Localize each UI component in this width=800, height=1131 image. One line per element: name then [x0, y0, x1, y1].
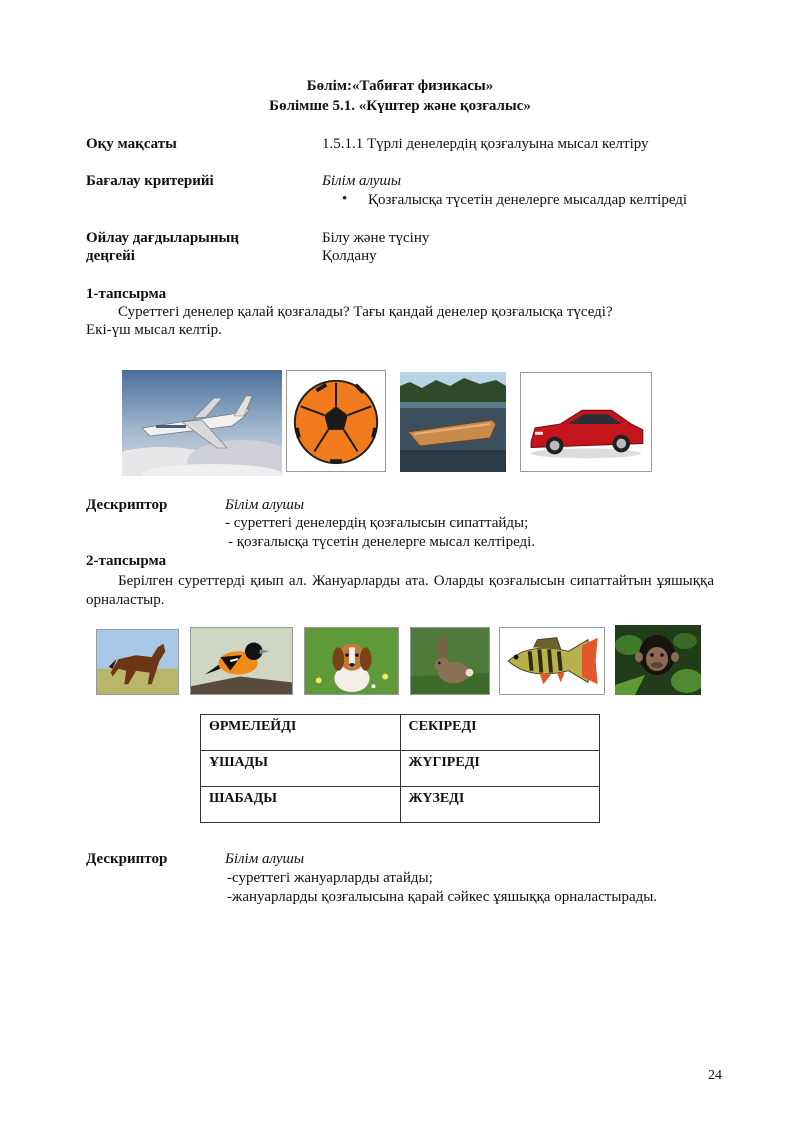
goal-label: Оқу мақсаты	[86, 136, 177, 152]
descriptor1-label: Дескриптор	[86, 497, 168, 513]
thinking-label-2: деңгейі	[86, 248, 135, 264]
table-cell-jumps[interactable]: СЕКІРЕДІ	[400, 715, 600, 751]
descriptor1-line-2: - қозғалысқа түсетін денелерге мысал келтіреді.	[228, 534, 536, 550]
fish-image	[499, 627, 605, 695]
table-cell-gallops[interactable]: ШАБАДЫ	[201, 787, 401, 823]
thinking-label-1: Ойлау дағдыларының	[86, 230, 239, 246]
criteria-bullet: Қозғалысқа түсетін денелерге мысалдар келтіреді	[368, 192, 688, 208]
chimpanzee-image	[615, 625, 701, 695]
table-row	[201, 787, 600, 823]
criteria-role: Білім алушы	[322, 173, 402, 189]
descriptor1-line-1: - суреттегі денелердің қозғалысын сипаттайды;	[225, 515, 529, 531]
table-row	[201, 715, 600, 751]
soccer-ball-image	[286, 370, 386, 472]
car-image	[520, 372, 652, 472]
bird-image	[190, 627, 293, 695]
criteria-label: Бағалау критерийі	[86, 173, 214, 189]
table-cell-swims[interactable]: ЖҮЗЕДІ	[400, 787, 600, 823]
movement-sort-table	[200, 714, 600, 823]
table-cell-runs[interactable]: ЖҮГІРЕДІ	[400, 751, 600, 787]
goal-value: 1.5.1.1 Түрлі денелердің қозғалуына мысал келтіру	[322, 136, 649, 152]
table-cell-flies[interactable]: ҰШАДЫ	[201, 751, 401, 787]
thinking-value-1: Білу және түсіну	[322, 230, 430, 246]
table-row	[201, 751, 600, 787]
table-cell-climbs[interactable]: ӨРМЕЛЕЙДІ	[201, 715, 401, 751]
descriptor2-role: Білім алушы	[225, 851, 305, 867]
task2-text: Берілген суреттерді қиып ал. Жануарларды ата. Оларды қозғалысын сипаттайтын ұяшыққа орналастыр.	[86, 573, 714, 608]
descriptor2-label: Дескриптор	[86, 851, 168, 867]
task2-title: 2-тапсырма	[86, 553, 167, 569]
puppy-image	[304, 627, 399, 695]
page-number: 24	[708, 1068, 722, 1083]
descriptor2-line-1: -суреттегі жануарларды атайды;	[227, 870, 433, 886]
task1-text-1: Суреттегі денелер қалай қозғалады? Тағы қандай денелер қозғалысқа түседі?	[118, 304, 613, 320]
descriptor2-line-2: -жануарларды қозғалысына қарай сәйкес ұяшыққа орналастырады.	[227, 889, 658, 905]
rabbit-image	[410, 627, 490, 695]
task1-text-2: Екі-үш мысал келтір.	[86, 322, 222, 338]
bullet-icon: •	[342, 191, 348, 207]
descriptor1-role: Білім алушы	[225, 497, 305, 513]
section-title: Бөлім:«Табиғат физикасы»	[306, 78, 494, 94]
thinking-value-2: Қолдану	[322, 248, 377, 264]
horse-image	[96, 629, 179, 695]
subsection-title: Бөлімше 5.1. «Күштер және қозғалыс»	[269, 98, 531, 114]
task1-title: 1-тапсырма	[86, 286, 167, 302]
boat-image	[400, 372, 506, 472]
airplane-image	[122, 370, 282, 476]
